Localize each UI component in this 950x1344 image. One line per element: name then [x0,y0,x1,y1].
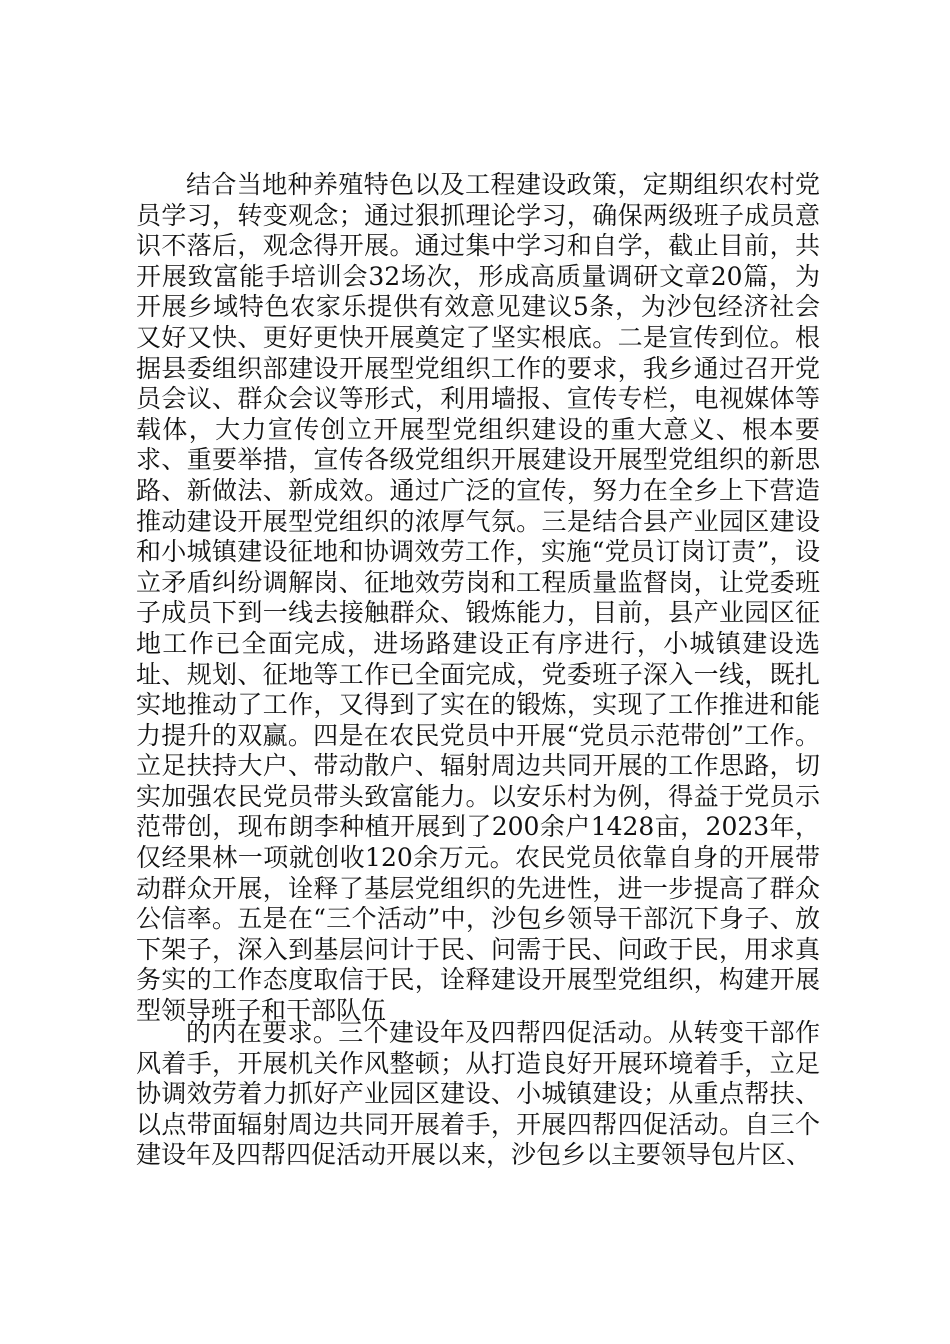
body-paragraph-2: 的内在要求。三个建设年及四帮四促活动。从转变干部作风着手，开展机关作风整顿；从打造良好开展环境着手，立足协调效劳着力抓好产业园区建设、小城镇建设；从重点帮扶、以点带面辐射周边共同开展着手，开展四帮四促活动。自三个建设年及四帮四促活动开展以来，沙包乡以主要领导包片区、 [136,1018,820,1170]
body-paragraph-1: 结合当地种养殖特色以及工程建设政策，定期组织农村党员学习，转变观念；通过狠抓理论学习，确保两级班子成员意识不落后，观念得开展。通过集中学习和自学，截止目前，共开展致富能手培训会32场次，形成高质量调研文章20篇，为开展乡域特色农家乐提供有效意见建议5条，为沙包经济社会又好又快、更好更快开展奠定了坚实根底。二是宣传到位。根据县委组织部建设开展型党组织工作的要求，我乡通过召开党员会议、群众会议等形式，利用墙报、宣传专栏，电视媒体等载体，大力宣传创立开展型党组织建设的重大意义、根本要求、重要举措，宣传各级党组织开展建设开展型党组织的新思路、新做法、新成效。通过广泛的宣传，努力在全乡上下营造推动建设开展型党组织的浓厚气氛。三是结合县产业园区建设和小城镇建设征地和协调效劳工作，实施“党员订岗订责”，设立矛盾纠纷调解岗、征地效劳岗和工程质量监督岗，让党委班子成员下到一线去接触群众、锻炼能力，目前，县产业园区征地工作已全面完成，进场路建设正有序进行，小城镇建设选址、规划、征地等工作已全面完成，党委班子深入一线，既扎实地推动了工作，又得到了实在的锻炼，实现了工作推进和能力提升的双赢。四是在农民党员中开展“党员示范带创”工作。立足扶持大户、带动散户、辐射周边共同开展的工作思路，切实加强农民党员带头致富能力。以安乐村为例，得益于党员示范带创，现布朗李种植开展到了200余户1428亩，2023年，仅经果林一项就创收120余万元。农民党员依靠自身的开展带动群众开展，诠释了基层党组织的先进性，进一步提高了群众公信率。五是在“三个活动”中，沙包乡领导干部沉下身子、放下架子，深入到基层问计于民、问需于民、问政于民，用求真务实的工作态度取信于民，诠释建设开展型党组织，构建开展型领导班子和干部队伍 [136,170,820,1026]
